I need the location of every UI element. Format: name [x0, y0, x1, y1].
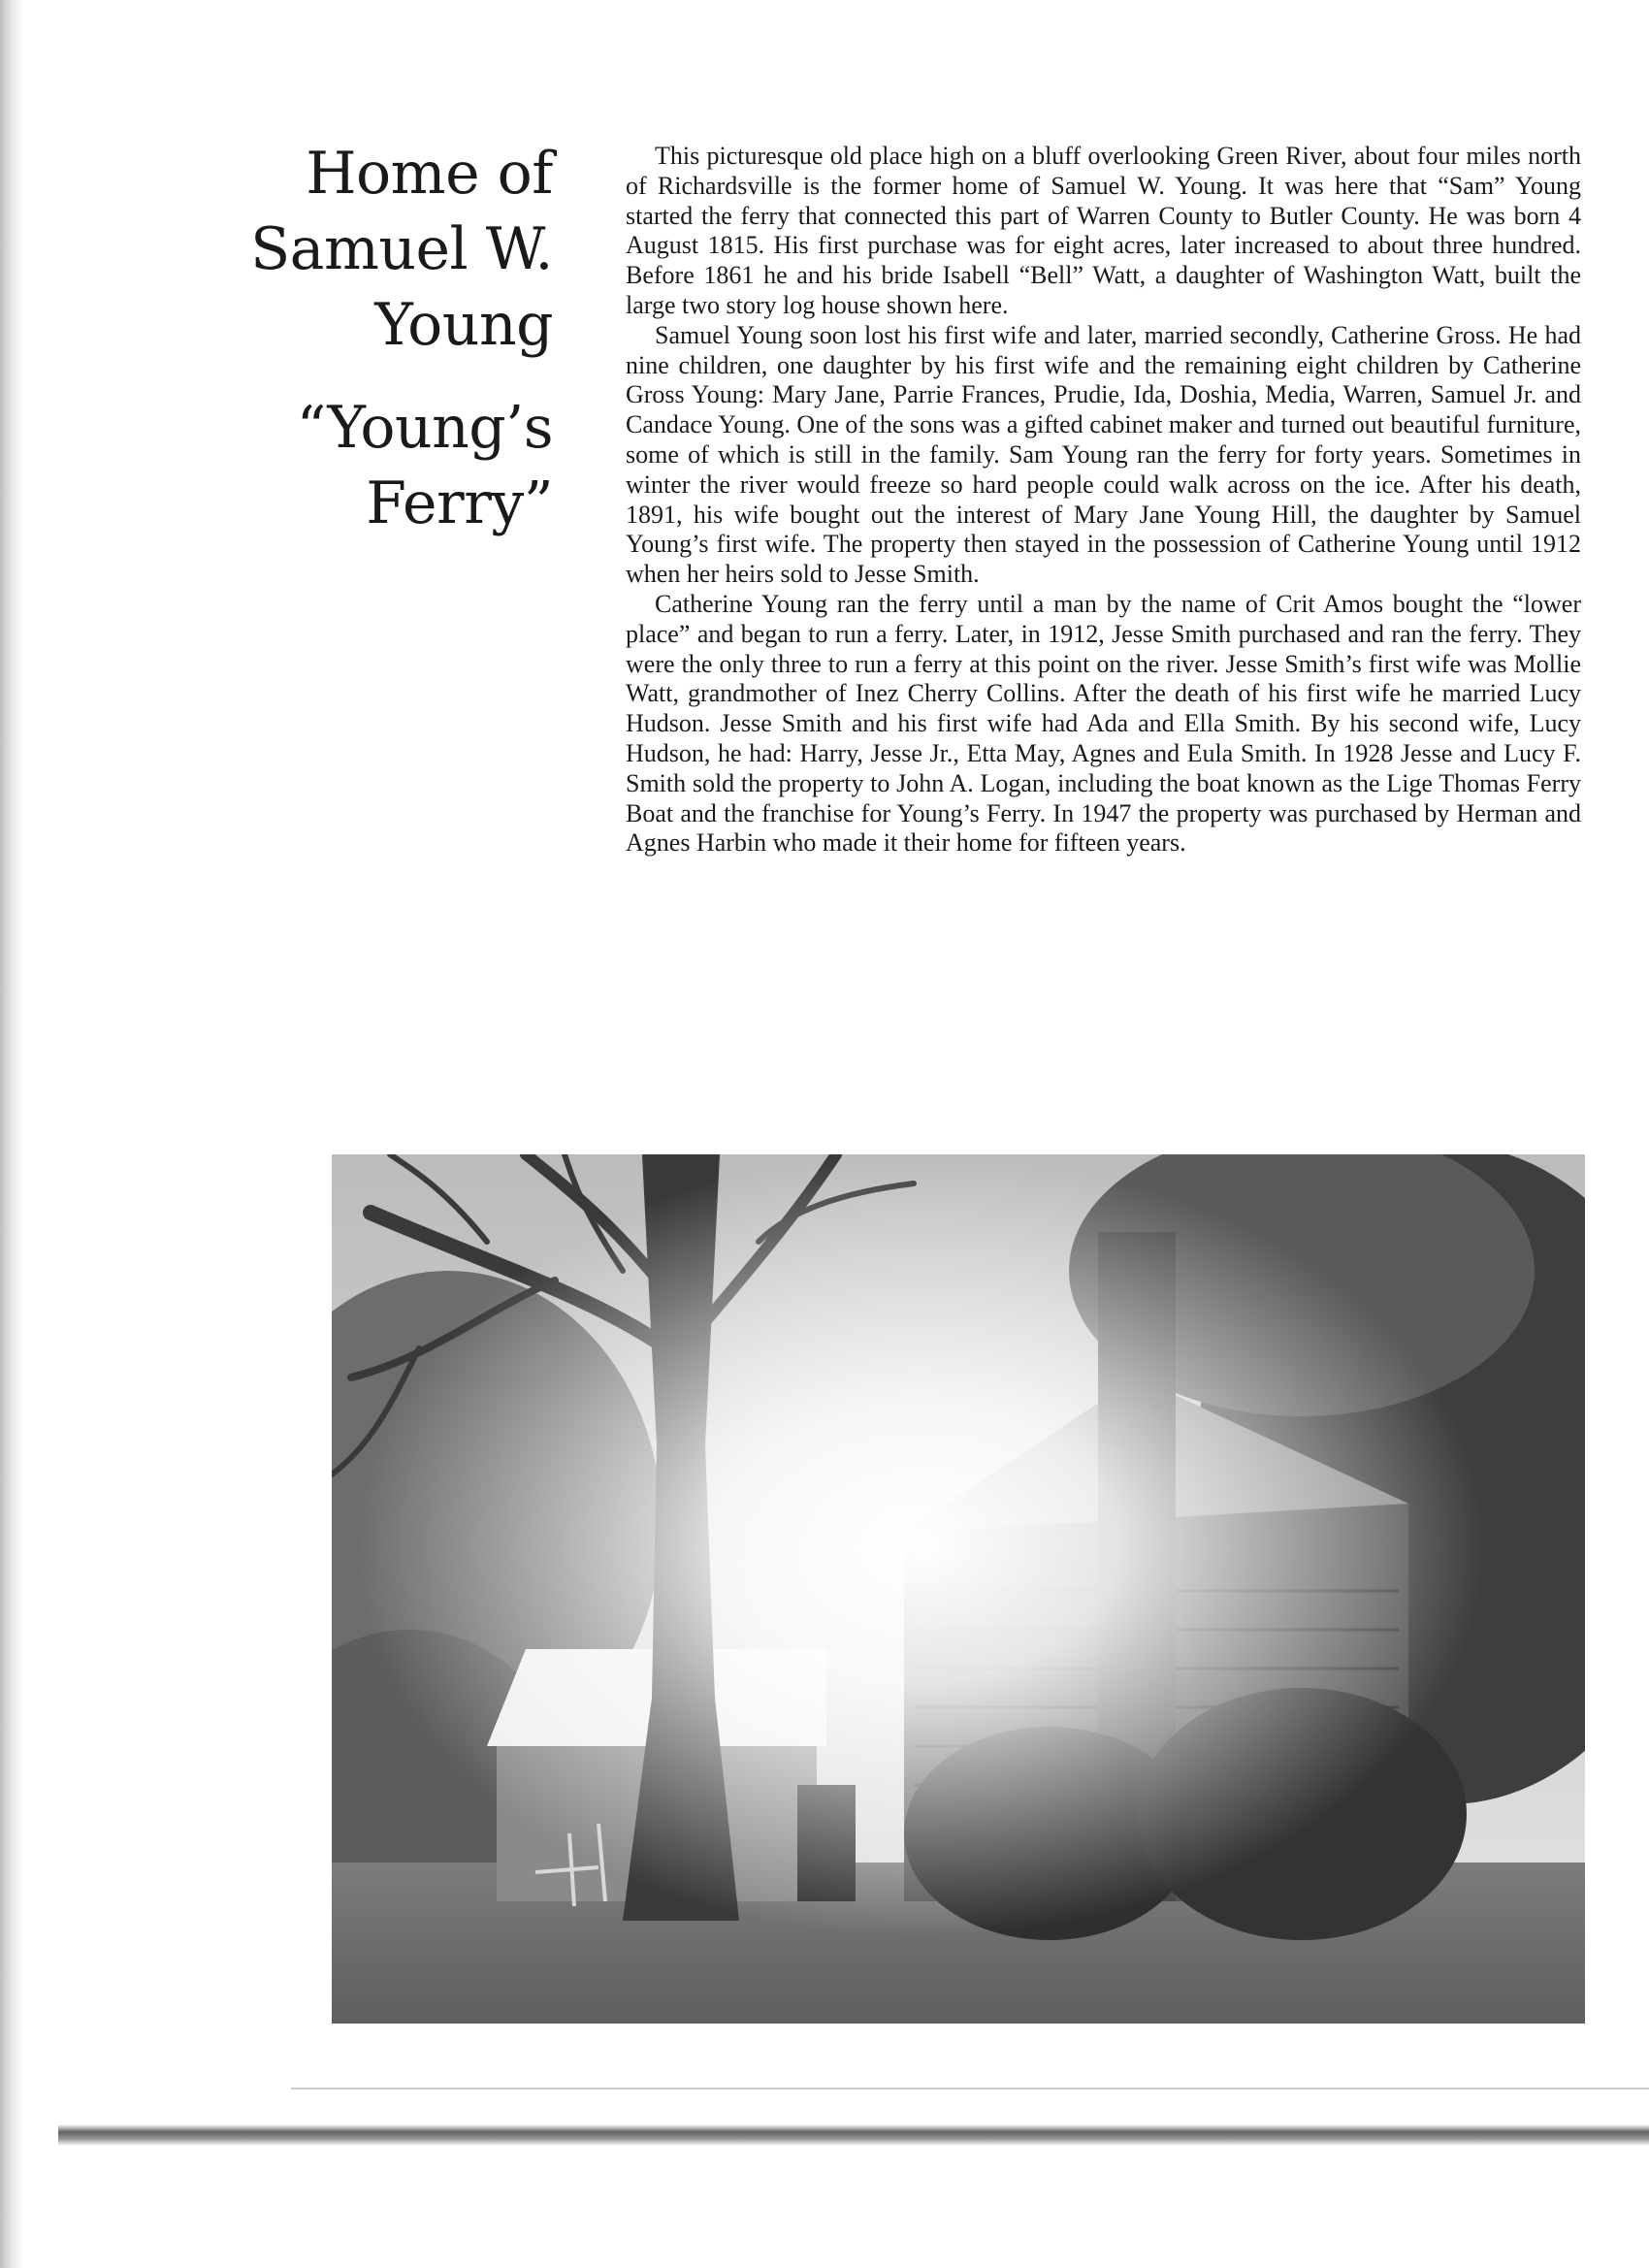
article-paragraph-3: Catherine Young ran the ferry until a man by the name of Crit Amos bought the “lower place” and began to run a ferry. Later, in 1912, Jesse Smith purchased and ran the ferry. They were the only three to run a ferry at this point on the river. Jesse Smith’s first wife was Mollie Watt, grandmother of Inez Cherry Collins. After the death of his first wife he married Lucy Hudson. Jesse Smith and his first wife had Ada and Ella Smith. By his second wife, Lucy Hudson, he had: Harry, Jesse Jr., Etta May, Agnes and Eula Smith. In 1928 Jesse and Lucy F. Smith sold the property to John A. Logan, including the boat known as the Lige Thomas Ferry Boat and the franchise for Young’s Ferry. In 1947 the property was purchased by Herman and Agnes Harbin who made it their home for fifteen years.: [626, 589, 1581, 858]
scan-bottom-shadow: [58, 2124, 1649, 2146]
title-line-1: Home of: [306, 140, 553, 208]
article-body: [626, 142, 1581, 859]
page-title: [146, 136, 553, 541]
title-gap: [146, 363, 553, 390]
log-house-photo: [332, 1154, 1585, 2024]
title-line-4: “Young’s: [296, 394, 553, 462]
article-paragraph-2: Samuel Young soon lost his first wife and later, married secondly, Catherine Gross. He had nine children, one daughter by his first wife and the remaining eight children by Catherine Gross Young: Mary Jane, Parrie Frances, Prudie, Ida, Doshia, Media, Warren, Samuel Jr. and Candace Young. One of the sons was a gifted cabinet maker and turned out beautiful furniture, some of which is still in the family. Sam Young ran the ferry for forty years. Sometimes in winter the river would freeze so hard people could walk across on the ice. After his death, 1891, his wife bought out the interest of Mary Jane Young Hill, the daughter by Samuel Young’s first wife. The property then stayed in the possession of Catherine Young until 1912 when her heirs sold to Jesse Smith.: [626, 320, 1581, 589]
scan-left-edge-shadow: [0, 0, 23, 2268]
article-paragraph-1: This picturesque old place high on a bluff overlooking Green River, about four miles north of Richardsville is the former home of Samuel W. Young. It was here that “Sam” Young started the ferry that connected this part of Warren County to Butler County. He was born 4 August 1815. His first purchase was for eight acres, later increased to about three hundred. Before 1861 he and his bride Isabell “Bell” Watt, a daughter of Washington Watt, built the large two story log house shown here.: [626, 142, 1581, 319]
title-line-5: Ferry”: [366, 470, 553, 537]
title-line-3: Young: [374, 291, 553, 359]
title-line-2: Samuel W.: [250, 215, 553, 283]
scan-bottom-line: [291, 2088, 1649, 2090]
